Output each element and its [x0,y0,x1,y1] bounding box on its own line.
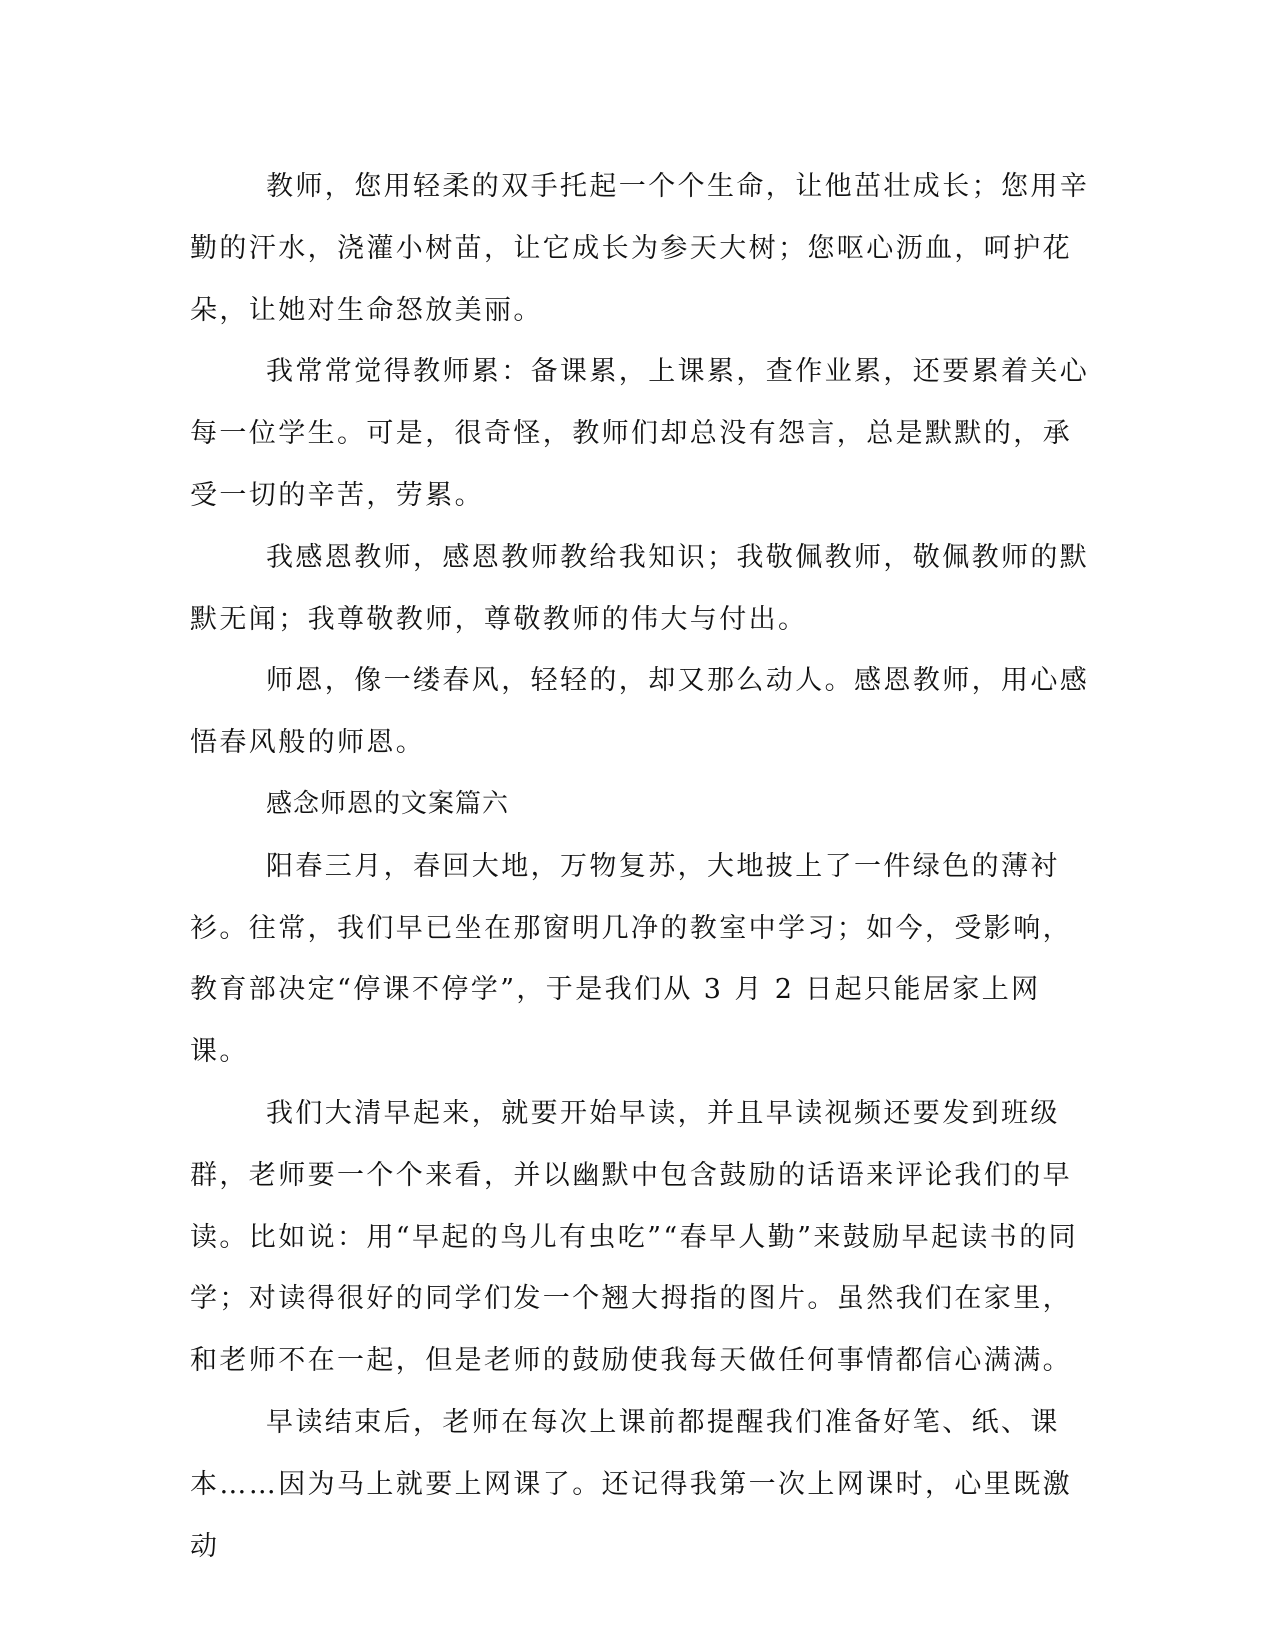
paragraph: 我常常觉得教师累：备课累，上课累，查作业累，还要累着关心每一位学生。可是，很奇怪，教师们却总没有怨言，总是默默的，承受一切的辛苦，劳累。 [190,356,1090,511]
paragraph: 我感恩教师，感恩教师教给我知识；我敬佩教师，敬佩教师的默默无闻；我尊敬教师，尊敬教师的伟大与付出。 [190,541,1090,635]
paragraph: 早读结束后，老师在每次上课前都提醒我们准备好笔、纸、课本……因为马上就要上网课了。还记得我第一次上网课时，心里既激动 [190,1406,1072,1562]
paragraph: 教师，您用轻柔的双手托起一个个生命，让他茁壮成长；您用辛勤的汗水，浇灌小树苗，让它成长为参天大树；您呕心沥血，呵护花朵，让她对生命怒放美丽。 [190,171,1090,326]
paragraph: 师恩，像一缕春风，轻轻的，却又那么动人。感恩教师，用心感悟春风般的师恩。 [190,665,1090,759]
section-heading: 感念师恩的文案篇六 [266,788,510,819]
paragraph: 阳春三月，春回大地，万物复苏，大地披上了一件绿色的薄衬衫。往常，我们早已坐在那窗明几净的教室中学习；如今，受影响，教育部决定“停课不停学”，于是我们从 3 月 2 日起只能居家上网课。 [190,850,1072,1068]
paragraph: 我们大清早起来，就要开始早读，并且早读视频还要发到班级群，老师要一个个来看，并以幽默中包含鼓励的话语来评论我们的早读。比如说：用“早起的鸟儿有虫吃”“春早人勤”来鼓励早起读书的同学；对读得很好的同学们发一个翘大拇指的图片。虽然我们在家里，和老师不在一起，但是老师的鼓励使我每天做任何事情都信心满满。 [190,1097,1079,1377]
document-body [190,156,1090,1577]
